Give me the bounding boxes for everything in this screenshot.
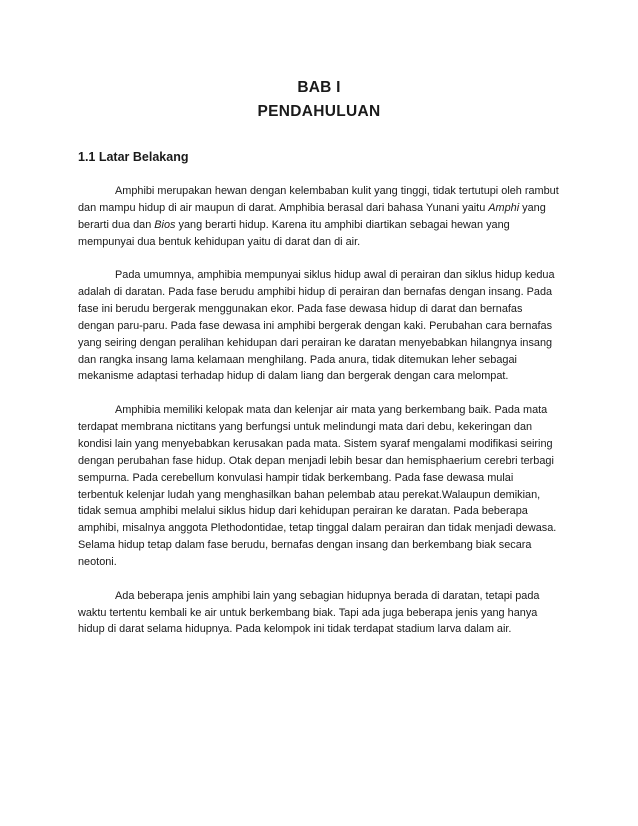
paragraph-1-text-b: yang berarti dua dan (78, 201, 546, 231)
paragraph-3: Amphibia memiliki kelopak mata dan kelenjar air mata yang berkembang baik. Pada mata terdapat membrana nictitans yang berfungsi untuk melindungi mata dari debu, kekeringan dan kondisi lain yang menyebabkan kerusakan pada mata. Sistem syaraf mengalami modifikasi seiring dengan perubahan fase hidup. Otak depan menjadi lebih besar dan hemisphaerium cerebri terbagi sempurna. Pada cerebellum konvulasi hampir tidak berkembang. Pada fase dewasa mulai terbentuk kelenjar ludah yang menghasilkan bahan pelembab atau perekat.Walaupun demikian, tidak semua amphibi melalui siklus hidup dari kehidupan perairan ke daratan. Pada beberapa amphibi, misalnya anggota Plethodontidae, tetap tinggal dalam perairan dan tidak menjadi dewasa. Selama hidup tetap dalam fase berudu, bernafas dengan insang dan berkembang biak secara neotoni. (78, 404, 557, 568)
paragraph-4: Ada beberapa jenis amphibi lain yang sebagian hidupnya berada di daratan, tetapi pada waktu tertentu kembali ke air untuk berkembang biak. Tapi ada juga beberapa jenis yang hanya hidup di darat selama hidupnya. Pada kelompok ini tidak terdapat stadium larva dalam air. (78, 589, 540, 636)
chapter-number: BAB I (297, 79, 341, 96)
paragraph-1 (78, 183, 560, 250)
document-body (78, 183, 560, 655)
paragraph-1-text-c: yang berarti hidup. Karena itu amphibi diartikan sebagai hewan yang mempunyai dua bentuk kehidupan yaitu di darat dan di air. (78, 218, 510, 248)
paragraph-2: Pada umumnya, amphibia mempunyai siklus hidup awal di perairan dan siklus hidup kedua adalah di daratan. Pada fase berudu amphibi hidup di perairan dan bernafas dengan insang. Pada fase ini berudu bergerak menggunakan ekor. Pada fase dewasa hidup di darat dan bernafas dengan paru-paru. Pada fase dewasa ini amphibi bergerak dengan kaki. Perubahan cara bernafas yang seiring dengan peralihan kehidupan dari perairan ke daratan menyebabkan hilangnya insang dan rangka insang lama kelamaan menghilang. Pada anura, tidak ditemukan leher sebagai mekanisme adaptasi terhadap hidup di dalam liang dan bergerak dengan cara melompat. (78, 269, 555, 383)
term-bios: Bios (154, 218, 176, 231)
section-heading: 1.1 Latar Belakang (78, 150, 189, 164)
chapter-title: PENDAHULUAN (257, 103, 381, 120)
paragraph-1-text-a: Amphibi merupakan hewan dengan kelembaban kulit yang tinggi, tidak tertutupi oleh rambut dan mampu hidup di air maupun di darat. Amphibia berasal dari bahasa Yunani yaitu (78, 185, 559, 214)
term-amphi: Amphi (488, 201, 520, 214)
